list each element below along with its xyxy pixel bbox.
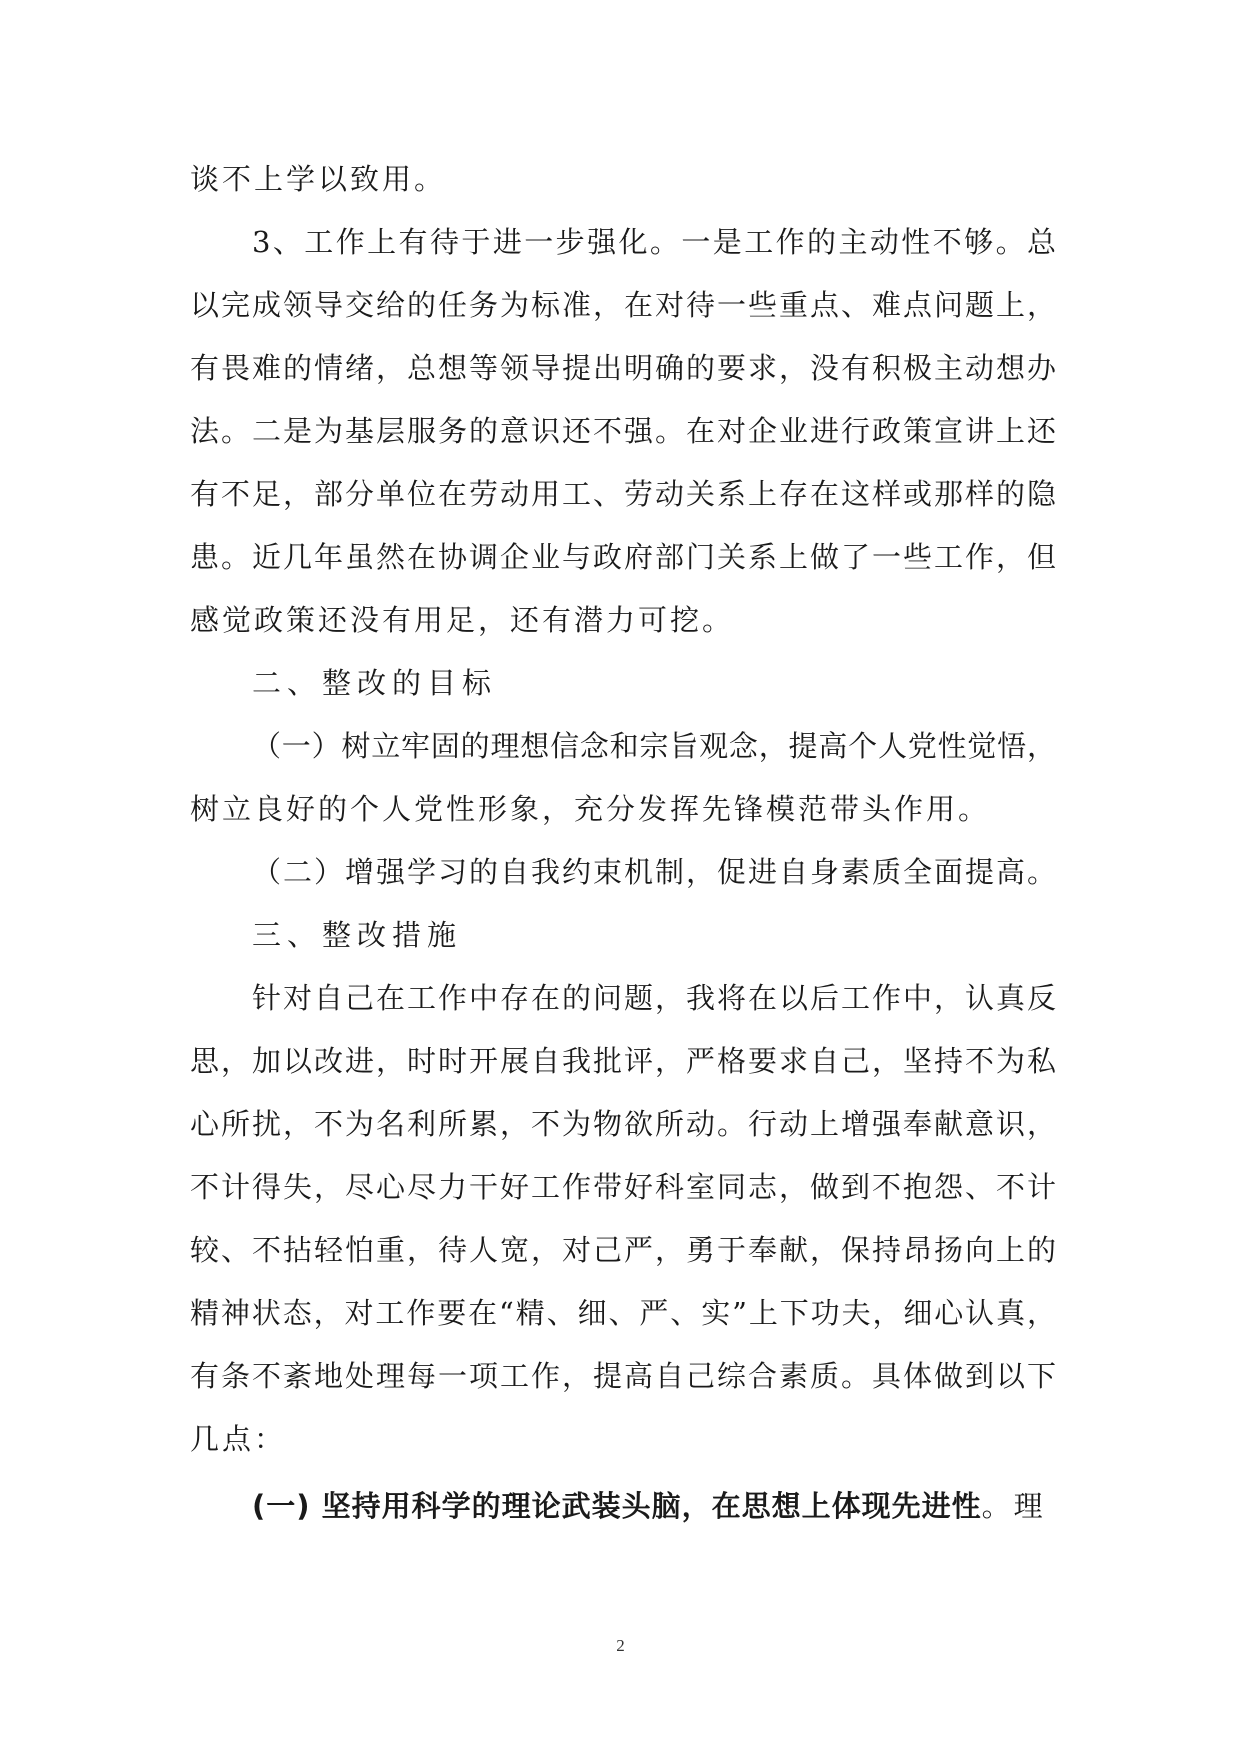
subheading-continuation: 。理 [981,1489,1046,1523]
document-body [190,148,1056,1538]
text-line: 树立良好的个人党性形象，充分发挥先锋模范带头作用。 [190,792,991,826]
text-line: 有畏难的情绪，总想等领导提出明确的要求，没有积极主动想办 [190,351,1056,385]
section-heading: 二、整改的目标 [252,666,498,700]
text-line: 针对自己在工作中存在的问题，我将在以后工作中，认真反 [252,981,1056,1015]
text-line: （一）树立牢固的理想信念和宗旨观念，提高个人党性觉悟， [252,729,1056,763]
text-line: 几点： [190,1422,287,1456]
bold-subheading-line [190,1475,1056,1538]
text-line: （二）增强学习的自我约束机制，促进自身素质全面提高。 [252,855,1056,889]
text-line: 精神状态，对工作要在“精、细、严、实”上下功夫，细心认真， [190,1296,1056,1330]
text-line: 感觉政策还没有用足，还有潜力可挖。 [190,603,735,637]
section-heading: 三、整改措施 [252,918,463,952]
page-number: 2 [616,1636,625,1655]
text-line: 患。近几年虽然在协调企业与政府部门关系上做了一些工作，但 [190,540,1056,574]
text-line: 3、工作上有待于进一步强化。一是工作的主动性不够。总 [252,225,1056,259]
text-line: 有不足，部分单位在劳动用工、劳动关系上存在这样或那样的隐 [190,477,1056,511]
text-line: 思，加以改进，时时开展自我批评，严格要求自己，坚持不为私 [190,1044,1056,1078]
text-line: 谈不上学以致用。 [190,162,447,196]
bold-subheading: (一) 坚持用科学的理论武装头脑，在思想上体现先进性 [252,1489,982,1523]
text-line: 法。二是为基层服务的意识还不强。在对企业进行政策宣讲上还 [190,414,1056,448]
text-line: 有条不紊地处理每一项工作，提高自己综合素质。具体做到以下 [190,1359,1056,1393]
text-line: 较、不拈轻怕重，待人宽，对己严，勇于奉献，保持昂扬向上的 [190,1233,1056,1267]
text-line: 不计得失，尽心尽力干好工作带好科室同志，做到不抱怨、不计 [190,1170,1056,1204]
text-line: 以完成领导交给的任务为标准，在对待一些重点、难点问题上， [190,288,1056,322]
text-line: 心所扰，不为名利所累，不为物欲所动。行动上增强奉献意识， [190,1107,1056,1141]
